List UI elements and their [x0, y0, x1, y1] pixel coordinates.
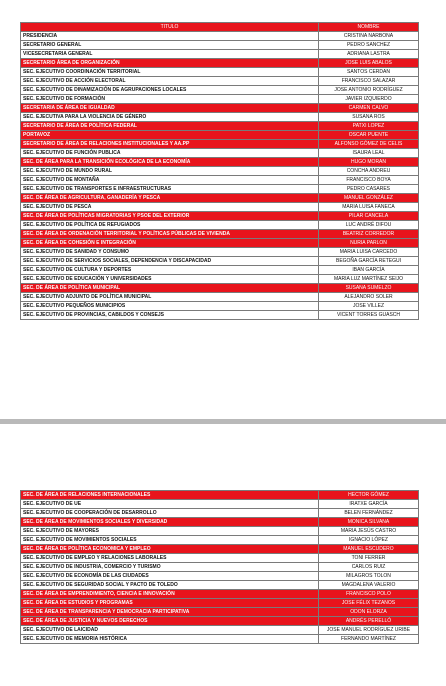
row-title: SEC. EJECUTIVO DE ECONOMÍA DE LAS CIUDADES: [21, 572, 319, 581]
row-title: SEC. EJECUTIVO DE MOVIMIENTOS SOCIALES: [21, 536, 319, 545]
row-name: JOSE MANUEL RODRÍGUEZ URIBE: [319, 626, 419, 635]
row-title: SEC. EJECUTIVO DE SEGURIDAD SOCIAL Y PACTO DE TOLEDO: [21, 581, 319, 590]
row-title: SEC. DE ÁREA DE COHESIÓN E INTEGRACIÓN: [21, 239, 319, 248]
row-name: ODON ELORZA: [319, 608, 419, 617]
table-row: [21, 158, 419, 167]
row-name: CARMEN CALVO: [319, 104, 419, 113]
row-title: SEC. EJECUTIVO DE LAICIDAD: [21, 626, 319, 635]
row-name: JAVIER IZQUIERDO: [319, 95, 419, 104]
row-title: SEC. DE ÁREA DE ESTUDIOS Y PROGRAMAS: [21, 599, 319, 608]
row-title: SECRETARIO GENERAL: [21, 41, 319, 50]
row-title: SEC. EJECUTIVO COORDINACIÓN TERRITORIAL: [21, 68, 319, 77]
row-name: PEDRO CASARES: [319, 185, 419, 194]
row-title: SECRETARIO DE ÁREA DE RELACIONES INSTITUCIONALES Y AA.PP: [21, 140, 319, 149]
row-title: SEC. DE ÁREA DE RELACIONES INTERNACIONALES: [21, 491, 319, 500]
row-title: SECRETARIA DE ÁREA DE IGUALDAD: [21, 104, 319, 113]
row-title: SEC. EJECUTIVA PARA LA VIOLENCIA DE GÉNERO: [21, 113, 319, 122]
table-row: [21, 239, 419, 248]
table-row: [21, 527, 419, 536]
row-title: SEC. DE ÁREA DE POLÍTICA ECONOMICA Y EMPLEO: [21, 545, 319, 554]
table-row: [21, 563, 419, 572]
table-row: [21, 59, 419, 68]
row-title: SEC. DE ÁREA DE AGRICULTURA, GANADERÍA Y PESCA: [21, 194, 319, 203]
row-name: FRANCISCO BOYA: [319, 176, 419, 185]
row-title: SEC. EJECUTIVO DE PROVINCIAS, CABILDOS Y CONSEJS: [21, 311, 319, 320]
row-name: FERNANDO MARTÍNEZ: [319, 635, 419, 644]
row-name: MARIA LUISA FANECA: [319, 203, 419, 212]
row-title: SEC. EJECUTIVO DE UE: [21, 500, 319, 509]
table-row: [21, 590, 419, 599]
table-row: [21, 149, 419, 158]
row-name: PEDRO SANCHEZ: [319, 41, 419, 50]
table-row: [21, 140, 419, 149]
row-name: CARLOS RUIZ: [319, 563, 419, 572]
table-row: [21, 77, 419, 86]
row-title: SEC. EJECUTIVO DE CULTURA Y DEPORTES: [21, 266, 319, 275]
row-name: MILAGROS TOLON: [319, 572, 419, 581]
table-row: [21, 113, 419, 122]
row-title: SEC. DE ÁREA DE POLÍTICA MUNICIPAL: [21, 284, 319, 293]
row-name: ALEJANDRO SOLER: [319, 293, 419, 302]
row-name: CONCHA ANDREU: [319, 167, 419, 176]
row-name: MONICA SILVANA: [319, 518, 419, 527]
row-title: SEC. DE ÁREA DE MOVIMIENTOS SOCIALES Y DIVERSIDAD: [21, 518, 319, 527]
roster-table-2: [20, 490, 419, 644]
row-name: MAGDALENA VALERIO: [319, 581, 419, 590]
row-name: BEGOÑA GARCÍA RETEGUI: [319, 257, 419, 266]
table-row: [21, 284, 419, 293]
row-name: SUSANA SUMELZO: [319, 284, 419, 293]
row-title: SEC. EJECUTIVO DE POLÍTICA DE REFUGIADOS: [21, 221, 319, 230]
table-row: [21, 248, 419, 257]
table-row: [21, 572, 419, 581]
row-name: IBAN GARCÍA: [319, 266, 419, 275]
row-title: SEC. EJECUTIVO DE EDUCACIÓN Y UNIVERSIDADES: [21, 275, 319, 284]
row-title: SECRETARIO ÁREA DE ORGANIZACIÓN: [21, 59, 319, 68]
table-row: [21, 293, 419, 302]
table-row: [21, 185, 419, 194]
row-title: SEC. DE ÁREA DE EMPRENDIMIENTO, CIENCIA E INNOVACIÓN: [21, 590, 319, 599]
row-title: SEC. EJECUTIVO DE MONTAÑA: [21, 176, 319, 185]
row-title: SEC. EJECUTIVO DE FORMACIÓN: [21, 95, 319, 104]
row-name: BEATRIZ CORREDOR: [319, 230, 419, 239]
row-title: SEC. EJECUTIVO DE INDUSTRIA, COMERCIO Y TURISMO: [21, 563, 319, 572]
header-name: NOMBRE: [319, 23, 419, 32]
row-name: OSCAR PUENTE: [319, 131, 419, 140]
table-row: [21, 50, 419, 59]
table-row: [21, 311, 419, 320]
row-name: MANUEL GONZÁLEZ: [319, 194, 419, 203]
table-row: [21, 617, 419, 626]
row-name: CRISTINA NARBONA: [319, 32, 419, 41]
row-name: ANDRÉS PERELLÓ: [319, 617, 419, 626]
header-title: TITULO: [21, 23, 319, 32]
table-header-row: [21, 23, 419, 32]
row-name: TONI FERRER: [319, 554, 419, 563]
row-title: SEC. DE ÁREA DE TRANSPARENCIA Y DEMOCRACIA PARTICIPATIVA: [21, 608, 319, 617]
table-row: [21, 41, 419, 50]
table-row: [21, 104, 419, 113]
table-row: [21, 176, 419, 185]
table-row: [21, 230, 419, 239]
row-name: JOSE FÉLIX TEZANOS: [319, 599, 419, 608]
roster-table-1: [20, 22, 419, 320]
table-row: [21, 122, 419, 131]
page-separator: [0, 419, 446, 424]
row-name: VICENT TORRES GUASCH: [319, 311, 419, 320]
row-name: NURIA PARLON: [319, 239, 419, 248]
row-name: MARIA LUISA CARCEDO: [319, 248, 419, 257]
row-title: SEC. EJECUTIVO ADJUNTO DE POLÍTICA MUNICIPAL: [21, 293, 319, 302]
table-row: [21, 509, 419, 518]
table-row: [21, 194, 419, 203]
row-name: FRANCISCO POLO: [319, 590, 419, 599]
row-title: SECRETARIO DE ÁREA DE POLÍTICA FEDERAL: [21, 122, 319, 131]
table-row: [21, 266, 419, 275]
row-name: IGNACIO LÓPEZ: [319, 536, 419, 545]
table-row: [21, 212, 419, 221]
row-title: SEC. DE ÁREA DE ORDENACIÓN TERRITORIAL Y POLÍTICAS PÚBLICAS DE VIVIENDA: [21, 230, 319, 239]
row-title: SEC. EJECUTIVO DE SANIDAD Y CONSUMO: [21, 248, 319, 257]
table-row: [21, 626, 419, 635]
table-row: [21, 131, 419, 140]
row-title: SEC. EJECUTIVO DE MAYORES: [21, 527, 319, 536]
row-name: FRANCISCO SALAZAR: [319, 77, 419, 86]
row-title: SEC. EJECUTIVO DE COOPERACIÓN DE DESARROLLO: [21, 509, 319, 518]
row-title: SEC. EJECUTIVO DE MUNDO RURAL: [21, 167, 319, 176]
row-name: HECTOR GÓMEZ: [319, 491, 419, 500]
table-row: [21, 203, 419, 212]
table-row: [21, 221, 419, 230]
row-name: JOSE LUIS ABALOS: [319, 59, 419, 68]
row-title: SEC. EJECUTIVO DE MEMORIA HISTÓRICA: [21, 635, 319, 644]
row-title: SEC. EJECUTIVO DE FUNCIÓN PUBLICA: [21, 149, 319, 158]
table-row: [21, 491, 419, 500]
row-name: BELEN FERNÁNDEZ: [319, 509, 419, 518]
table-row: [21, 68, 419, 77]
row-name: MARIA LUZ MARTÍNEZ SEIJO: [319, 275, 419, 284]
row-title: SEC. EJECUTIVO DE PESCA: [21, 203, 319, 212]
row-name: HUGO MORAN: [319, 158, 419, 167]
row-title: SEC. EJECUTIVO DE DINAMIZACIÓN DE AGRUPACIONES LOCALES: [21, 86, 319, 95]
row-name: IRATXE GARCÍA: [319, 500, 419, 509]
row-name: JOSE ANTONIO RODRÍGUEZ: [319, 86, 419, 95]
row-name: LUC ANDRÉ DIFOU: [319, 221, 419, 230]
table-row: [21, 554, 419, 563]
row-name: PILAR CANCELA: [319, 212, 419, 221]
table-row: [21, 581, 419, 590]
row-name: SUSANA ROS: [319, 113, 419, 122]
table-row: [21, 32, 419, 41]
row-name: MANUEL ESCUDERO: [319, 545, 419, 554]
row-title: PRESIDENCIA: [21, 32, 319, 41]
table-row: [21, 545, 419, 554]
row-title: SEC. EJECUTIVO DE EMPLEO Y RELACIONES LABORALES: [21, 554, 319, 563]
table-row: [21, 518, 419, 527]
row-title: SEC. EJECUTIVO DE SERVICIOS SOCIALES, DEPENDENCIA Y DISCAPACIDAD: [21, 257, 319, 266]
row-title: SEC. DE ÁREA DE POLÍTICAS MIGRATORIAS Y PSOE DEL EXTERIOR: [21, 212, 319, 221]
table-row: [21, 536, 419, 545]
row-name: ISAURA LEAL: [319, 149, 419, 158]
row-title: SEC. DE ÁREA PARA LA TRANSICIÓN ECOLÓGICA DE LA ECONOMÍA: [21, 158, 319, 167]
row-title: SEC. DE ÁREA DE JUSTICIA Y NUEVOS DERECHOS: [21, 617, 319, 626]
roster-table-1-body: [21, 23, 419, 320]
table-row: [21, 275, 419, 284]
row-title: SEC. EJECUTIVO DE TRANSPORTES E INFRAESTRUCTURAS: [21, 185, 319, 194]
row-title: VICESECRETARIA GENERAL: [21, 50, 319, 59]
row-name: ALFONSO GÓMEZ DE CELIS: [319, 140, 419, 149]
row-name: SANTOS CERDAN: [319, 68, 419, 77]
table-row: [21, 608, 419, 617]
roster-table-2-body: [21, 491, 419, 644]
table-row: [21, 257, 419, 266]
table-row: [21, 95, 419, 104]
row-title: SEC. EJECUTIVO PEQUEÑOS MUNICIPIOS: [21, 302, 319, 311]
row-title: PORTAVOZ: [21, 131, 319, 140]
table-row: [21, 599, 419, 608]
table-row: [21, 167, 419, 176]
row-name: ADRIANA LASTRA: [319, 50, 419, 59]
table-row: [21, 500, 419, 509]
row-title: SEC. EJECUTIVO DE ACCIÓN ELECTORAL: [21, 77, 319, 86]
row-name: PATXI LOPEZ: [319, 122, 419, 131]
table-row: [21, 86, 419, 95]
table-row: [21, 635, 419, 644]
row-name: JOSE VILLEZ: [319, 302, 419, 311]
table-row: [21, 302, 419, 311]
row-name: MARIA JESÚS CASTRO: [319, 527, 419, 536]
